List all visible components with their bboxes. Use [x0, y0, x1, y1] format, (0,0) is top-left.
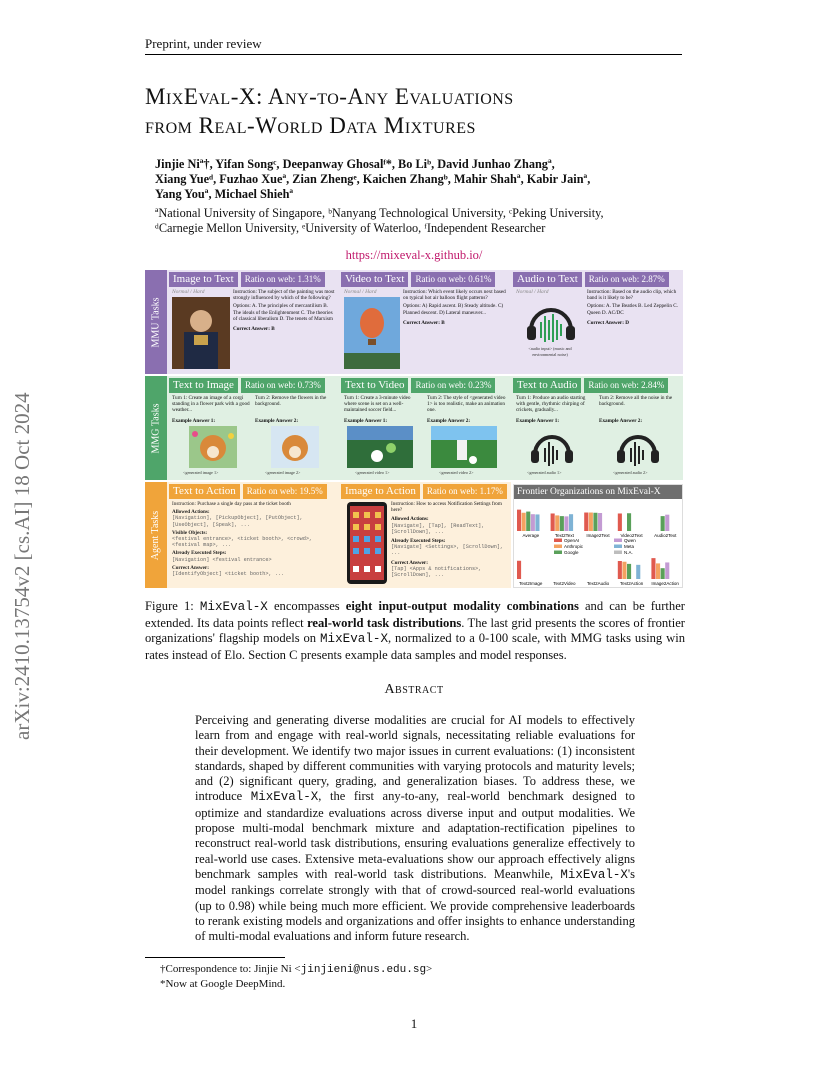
ratio-badge: Ratio on web: 2.84% [584, 378, 668, 393]
bar-google-image2action [661, 568, 665, 579]
bar-qwen-image2text [598, 513, 602, 531]
tick-label-image2action: Image2Action [651, 581, 679, 586]
example-answer-2-label: Example Answer 2: [427, 418, 471, 424]
cell-video-to-text [341, 272, 511, 372]
allowed-actions-heading: Allowed Actions: [172, 509, 210, 516]
tick-label-text2video: Text2Video [553, 581, 576, 586]
header-rule [145, 54, 682, 55]
ratio-badge: Ratio on web: 2.87% [585, 272, 669, 287]
instruction-text: Instruction: Based on the audio clip, which band is it likely to be? [587, 289, 677, 302]
headphones-icon-2 [613, 428, 663, 466]
bar-openai-average [517, 510, 521, 531]
turn-2-text: Turn 2: Remove all the noise in the background. [599, 395, 673, 408]
frontier-bar-chart [514, 499, 682, 587]
tick-label-audio2text: Audio2Text [654, 533, 677, 538]
authors-line-1: Jinjie Niª†, Yifan Songᶜ, Deepanway Ghosalᶠ*, Bo Liᵇ, David Junhao Zhangª, [155, 157, 555, 171]
correct-answer: Correct Answer: D [587, 319, 629, 326]
example-answer-1-label: Example Answer 1: [344, 418, 388, 424]
turn-1-text: Turn 1: Produce an audio starting with gentle, rhythmic chirping of crickets, gradually... [516, 395, 586, 414]
generated-video-2-label: <generated video 2> [439, 470, 474, 475]
turn-2-text: Turn 2: Remove the flowers in the background. [255, 395, 327, 408]
bar-anthropic-text2action [622, 562, 626, 579]
example-answer-2-label: Example Answer 2: [599, 418, 643, 424]
painting-image [172, 297, 230, 369]
task-name: Text to Audio [513, 378, 581, 393]
bar-openai-text2image [517, 561, 521, 579]
bar-google-average [526, 512, 530, 531]
bar-anthropic-image2action [656, 563, 660, 579]
turn-1-text: Turn 1: Create a 3-minute video where scene is set on a well-maintained soccer field... [344, 395, 411, 414]
chart-title: Frontier Organizations on MixEval-X [514, 485, 682, 499]
task-name: Image to Text [169, 272, 238, 287]
cell-text-to-image [169, 378, 339, 478]
bar-google-image2text [593, 513, 597, 531]
correct-answer: [Tap] <Apps & notifications>, [ScrollDown], ... [391, 565, 482, 579]
mode-label: Normal / Hard [344, 289, 377, 295]
affiliations-line-2: ᵈCarnegie Mellon University, ᵉUniversity of Waterloo, ᶠIndependent Researcher [155, 221, 546, 235]
options-text: Options: A. The Beatles B. Led Zeppelin C. Queen D. AC/DC [587, 303, 678, 316]
bar-qwen-text2text [564, 516, 568, 531]
audio-input-note: <audio input> (music and environmental noise) [528, 346, 572, 358]
abstract-heading: Abstract [384, 682, 444, 697]
correct-answer: [IdentifyObject] <ticket booth>, ... [172, 571, 285, 578]
bar-openai-image2text [584, 513, 588, 531]
footnote-rule [145, 957, 285, 958]
page-number: 1 [410, 1016, 418, 1031]
ratio-badge: Ratio on web: 19.5% [243, 484, 327, 499]
bar-openai-text2text [551, 513, 555, 531]
authors-line-3: Yang Youª, Michael Shiehª [155, 187, 294, 201]
bar-qwen-average [531, 514, 535, 531]
generated-image-2-label: <generated image 2> [265, 470, 301, 475]
row-label-mmg: MMG Tasks [145, 376, 167, 480]
author-list [155, 157, 675, 202]
visible-objects-heading: Visible Objects: [172, 529, 208, 536]
legend-swatch-anthropic [554, 545, 562, 549]
example-answer-1-label: Example Answer 1: [516, 418, 560, 424]
legend-swatch-google [554, 551, 562, 555]
tick-label-text2text: Text2Text [554, 533, 574, 538]
task-name: Text to Video [341, 378, 408, 393]
bar-google-audio2text [661, 516, 665, 531]
soccer-video-2 [431, 426, 497, 468]
visible-objects: <festival entrance>, <ticket booth>, <crowd>, <festival map>, ... [172, 536, 313, 549]
bar-qwen-image2action [665, 562, 669, 579]
email-link[interactable]: jinjieni@nus.edu.sg [300, 964, 427, 976]
generated-image-1-label: <generated image 1> [183, 470, 219, 475]
generated-audio-1-label: <generated audio 1> [527, 470, 562, 475]
project-link[interactable]: https://mixeval-x.github.io/ [345, 248, 483, 262]
phone-screenshot [347, 502, 387, 584]
correct-answer: Correct Answer: B [233, 326, 275, 333]
bar-meta-text2action [636, 565, 640, 579]
executed-steps-heading: Already Executed Steps: [391, 538, 446, 545]
ratio-badge: Ratio on web: 0.23% [411, 378, 495, 393]
options-text: Options: A. The principles of mercantilism B. The ideals of the Enlightenment C. The theories of classical liberalism D. The tenets of Marxism [233, 303, 333, 322]
tick-label-text2audio: Text2Audio [586, 581, 610, 586]
affiliations [155, 206, 685, 236]
bar-openai-text2action [618, 561, 622, 579]
ratio-badge: Ratio on web: 1.17% [423, 484, 507, 499]
bar-qwen-audio2text [665, 515, 669, 531]
bar-meta-average [535, 514, 539, 531]
corgi-image-2 [271, 426, 319, 468]
legend-label-anthropic: Anthropic [564, 544, 584, 549]
legend-label-google: Google [564, 550, 579, 555]
tick-label-video2text: Video2Text [620, 533, 643, 538]
legend-swatch-openai [554, 539, 562, 543]
legend-label-na: N.A. [624, 550, 633, 555]
cell-text-to-audio [513, 378, 683, 478]
mode-label: Normal / Hard [172, 289, 205, 295]
bar-meta-text2text [569, 514, 573, 531]
legend-swatch-na [614, 551, 622, 555]
executed-steps: [Navigate] <Settings>, [ScrollDown], ... [391, 544, 504, 557]
headphones-audio-icon [521, 300, 581, 342]
soccer-video-1 [347, 426, 413, 468]
legend-label-meta: Meta [624, 544, 635, 549]
example-answer-2-label: Example Answer 2: [255, 418, 299, 424]
task-name: Text to Action [169, 484, 240, 499]
row-label-agent: Agent Tasks [145, 482, 167, 588]
generated-audio-2-label: <generated audio 2> [613, 470, 648, 475]
bar-google-text2action [627, 564, 631, 579]
executed-steps: [Navigation] <festival entrance> [172, 556, 272, 563]
correct-answer-heading: Correct Answer: [391, 559, 428, 566]
abstract-body: Perceiving and generating diverse modalities are crucial for AI models to effectively learn from and engage with real-world signals, necessitating reliable evaluations for their development. We identify two major issues in current evaluations: (1) inconsistent standards, shaped by different communities with varying protocols and maturity levels; and (2) significant query, grading, and generalization biases. To address these, we introduce MixEval-X, the first any-to-any, real-world benchmark designed to optimize and standardize evaluations across diverse input and output modalities. We propose multi-modal benchmark mixture and adaptation-rectification pipelines to reconstruct real-world task distributions, ensuring evaluations generalize effectively to real-world use cases. Extensive meta-evaluations show our approach effectively aligns benchmark samples with real-world task distributions. Meanwhile, MixEval-X's model rankings correlate strongly with that of crowd-sourced real-world evaluations (up to 0.98) while being much more efficient. We provide comprehensive leaderboards to rerank existing models and organizations and offer insights to enhance understanding of multi-modal evaluations and inform future research. [195, 713, 635, 944]
title-line-1: MixEval-X: Any-to-Any Evaluations [145, 84, 514, 109]
row-label-mmu: MMU Tasks [145, 270, 167, 374]
task-name: Audio to Text [513, 272, 582, 287]
turn-2-text: Turn 2: The style of <generated video 1> is too realistic, make an animation one. [427, 395, 506, 414]
running-header: Preprint, under review [145, 36, 262, 51]
example-answer-1-label: Example Answer 1: [172, 418, 216, 424]
figure-1 [145, 270, 683, 588]
footnote-correspondence: †Correspondence to: Jinjie Ni <jinjieni@nus.edu.sg> [160, 963, 433, 976]
title-line-2: from Real-World Data Mixtures [145, 113, 476, 138]
figure-caption: Figure 1: MixEval-X encompasses eight input-output modality combinations and can be further extended. Its data points reflect real-world task distributions. The last grid presents the scores of frontier organizations' flagship models on MixEval-X, normalized to a 0-100 scale, with MMG tasks using win rates instead of Elo. Section C presents example data samples and model responses. [145, 599, 686, 662]
legend-label-openai: OpenAI [564, 538, 580, 543]
cell-audio-to-text [513, 272, 683, 372]
legend-swatch-meta [614, 545, 622, 549]
tick-label-average: Average [522, 533, 540, 538]
bar-anthropic-text2text [555, 515, 559, 531]
cell-image-to-text [169, 272, 339, 372]
bar-google-text2text [560, 516, 564, 531]
ratio-badge: Ratio on web: 0.61% [411, 272, 495, 287]
cell-text-to-video [341, 378, 511, 478]
bar-anthropic-image2text [589, 513, 593, 531]
instruction-text: Instruction: Purchase a single day pass at the ticket booth [172, 501, 291, 507]
tick-label-image2text: Image2Text [586, 533, 610, 538]
allowed-actions-heading: Allowed Actions: [391, 516, 429, 523]
instruction-text: Instruction: The subject of the painting was most strongly influenced by which of the following? [233, 289, 335, 302]
ratio-badge: Ratio on web: 0.73% [241, 378, 325, 393]
frontier-chart-cell [513, 484, 683, 588]
legend-label-qwen: Qwen [624, 538, 636, 543]
bar-openai-video2text [618, 513, 622, 531]
footnotes [160, 962, 660, 991]
paper-title [145, 82, 685, 140]
generated-video-1-label: <generated video 1> [355, 470, 390, 475]
mode-label: Normal / Hard [516, 289, 549, 295]
bar-anthropic-average [522, 513, 526, 531]
arxiv-stamp: arXiv:2410.13754v2 [cs.AI] 18 Oct 2024 [10, 392, 34, 740]
affiliations-line-1: ªNational University of Singapore, ᵇNanyang Technological University, ᶜPeking University, [155, 206, 604, 220]
turn-1-text: Turn 1: Create an image of a corgi standing in a flower park with a good weather... [172, 395, 250, 414]
cell-image-to-action [341, 484, 511, 586]
correct-answer-heading: Correct Answer: [172, 564, 209, 571]
correct-answer: Correct Answer: B [403, 319, 445, 326]
bar-google-video2text [627, 513, 631, 531]
tick-label-text2action: Text2Action [619, 581, 644, 586]
corgi-image-1 [189, 426, 237, 468]
options-text: Options: A) Rapid ascent. B) Steady altitude. C) Planned descent. D) Lateral maneuver... [403, 303, 504, 316]
executed-steps-heading: Already Executed Steps: [172, 550, 227, 557]
balloon-video-thumbnail [344, 297, 400, 369]
allowed-actions: [Navigate], [Tap], [ReadText], [ScrollDown], ... [391, 522, 485, 535]
bar-openai-image2action [651, 558, 655, 579]
allowed-actions: [Navigation], [PickupObject], [PutObject], [UseObject], [Speak], ... [172, 515, 303, 528]
legend-swatch-qwen [614, 539, 622, 543]
tick-label-text2image: Text2Image [519, 581, 543, 586]
headphones-icon-1 [527, 428, 577, 466]
authors-line-2: Xiang Yueᵈ, Fuzhao Xueª, Zian Zhengᵉ, Kaichen Zhangᵇ, Mahir Shahª, Kabir Jainª, [155, 172, 591, 186]
instruction-text: Instruction: Which event likely occurs next based on typical hot air balloon flight patterns? [403, 289, 506, 302]
ratio-badge: Ratio on web: 1.31% [241, 272, 325, 287]
footnote-deepmind: *Now at Google DeepMind. [160, 978, 286, 990]
cell-text-to-action [169, 484, 339, 586]
task-name: Text to Image [169, 378, 238, 393]
instruction-text: Instruction: How to access Notification Settings from here? [391, 501, 502, 514]
task-name: Image to Action [341, 484, 420, 499]
task-name: Video to Text [341, 272, 408, 287]
